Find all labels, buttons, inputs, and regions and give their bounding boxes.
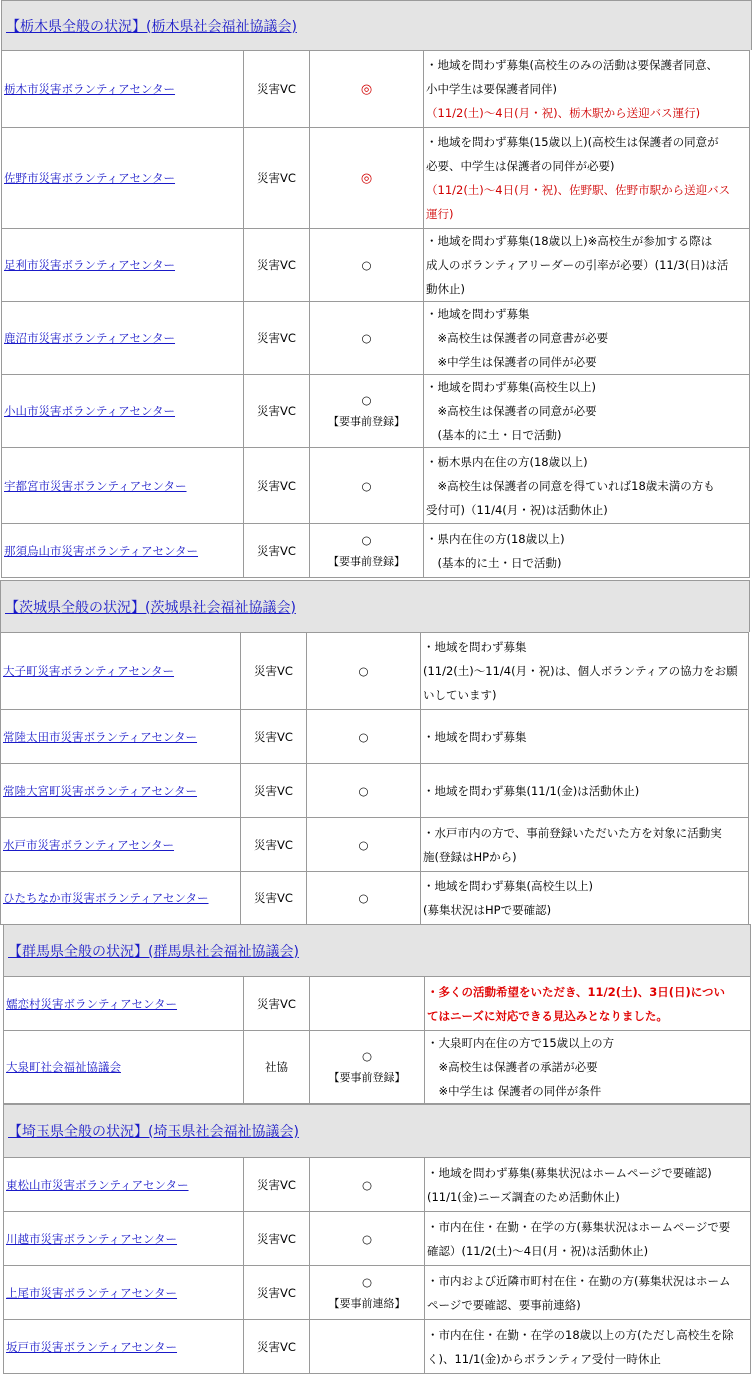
note-cell: ・地域を問わず募集(高校生以上) (募集状況はHPで要確認) <box>421 872 749 925</box>
contact-required: 【要事前連絡】 <box>328 1296 406 1310</box>
double-circle-mark: ◎ <box>360 170 373 186</box>
type-cell: 災害VC <box>244 302 310 375</box>
status-cell <box>310 51 424 128</box>
center-link[interactable]: 大泉町社会福祉協議会 <box>6 1060 121 1074</box>
center-link[interactable]: 那須烏山市災害ボランティアセンター <box>4 543 199 558</box>
center-link[interactable]: 嬬恋村災害ボランティアセンター <box>6 996 178 1011</box>
note-cell: ・地域を問わず募集(15歳以上)(高校生は保護者の同意が 必要、中学生は保護者の同伴が必要) （11/2(土)～4日(月・祝)、佐野駅、佐野市駅から送迎バス 運行) <box>424 128 750 229</box>
table-row <box>2 375 750 448</box>
type-cell: 災害VC <box>244 448 310 524</box>
note-cell: ・市内在住・在勤・在学の方(募集状況はホームページで要 確認）(11/2(土)～4日(月・祝)は活動休止) <box>425 1212 751 1266</box>
note-cell: ・多くの活動希望をいただき、11/2(土)、3日(日)につい てはニーズに対応できる見込みとなりました。 <box>425 977 751 1031</box>
status-cell: ○ <box>310 1212 425 1266</box>
type-cell: 災害VC <box>244 524 310 578</box>
status-cell: ○ 【要事前登録】 <box>310 524 424 578</box>
section-title[interactable]: 【栃木県全般の状況】(栃木県社会福祉協議会) <box>1 0 752 50</box>
note-cell: ・地域を問わず募集(18歳以上)※高校生が参加する際は 成人のボランティアリーダーの引率が必要）(11/3(日)は活 動休止) <box>424 229 750 302</box>
section-title[interactable]: 【群馬県全般の状況】(群馬県社会福祉協議会) <box>3 924 751 976</box>
status-cell: ○ <box>307 764 421 818</box>
status-cell: ○ <box>310 1158 425 1212</box>
type-cell: 災害VC <box>244 51 310 128</box>
status-cell <box>310 128 424 229</box>
type-cell: 災害VC <box>241 633 307 710</box>
status-cell: ○ <box>310 448 424 524</box>
type-cell: 災害VC <box>244 1266 310 1320</box>
type-cell: 社協 <box>244 1031 310 1104</box>
table-row <box>1 818 749 872</box>
note-cell: ・地域を問わず募集 (11/2(土)～11/4(月・祝)は、個人ボランティアの協力をお願 いしています) <box>421 633 749 710</box>
status-cell: ○ <box>307 633 421 710</box>
table-row <box>4 977 751 1031</box>
status-cell: ○ <box>307 818 421 872</box>
center-link[interactable]: 水戸市災害ボランティアセンター <box>3 837 175 852</box>
table-row <box>1 710 749 764</box>
center-link[interactable]: 川越市災害ボランティアセンター <box>6 1231 178 1246</box>
note-cell: ・地域を問わず募集 <box>421 710 749 764</box>
registration-required: 【要事前登録】 <box>328 1071 406 1084</box>
type-cell: 災害VC <box>244 1158 310 1212</box>
table-row <box>2 51 750 128</box>
status-cell: ○ <box>310 229 424 302</box>
section-gunma <box>3 924 751 1104</box>
note-cell: ・地域を問わず募集(高校生以上) ※高校生は保護者の同意が必要 (基本的に土・日で活動) <box>424 375 750 448</box>
note-cell: ・大泉町内在住の方で15歳以上の方 ※高校生は保護者の承諾が必要 ※中学生は 保護者の同伴が条件 <box>425 1031 751 1104</box>
status-cell: ○ <box>307 872 421 925</box>
note-cell: ・栃木県内在住の方(18歳以上) ※高校生は保護者の同意を得ていれば18歳未満の方も 受付可)（11/4(月・祝)は活動休止) <box>424 448 750 524</box>
status-cell: ○ 【要事前登録】 <box>310 375 424 448</box>
status-cell: ○ 【要事前連絡】 <box>310 1266 425 1320</box>
table-row <box>1 764 749 818</box>
center-link[interactable]: 上尾市災害ボランティアセンター <box>6 1285 178 1300</box>
center-link[interactable]: 常陸太田市災害ボランティアセンター <box>3 729 198 744</box>
table-row <box>4 1031 751 1104</box>
table-row <box>4 1320 751 1374</box>
section-title[interactable]: 【茨城県全般の状況】(茨城県社会福祉協議会) <box>0 580 750 632</box>
center-link[interactable]: 鹿沼市災害ボランティアセンター <box>4 331 176 345</box>
table-row <box>1 633 749 710</box>
center-link[interactable]: 坂戸市災害ボランティアセンター <box>6 1339 178 1354</box>
table-row <box>2 302 750 375</box>
center-link[interactable]: 栃木市災害ボランティアセンター <box>4 82 176 96</box>
table-row <box>4 1158 751 1212</box>
note-cell: ・市内在住・在勤・在学の18歳以上の方(ただし高校生を除 く)、11/1(金)からボランティア受付一時休止 <box>425 1320 751 1374</box>
center-link[interactable]: 小山市災害ボランティアセンター <box>4 404 176 418</box>
table-row <box>2 229 750 302</box>
center-link[interactable]: 常陸大宮町災害ボランティアセンター <box>3 783 198 798</box>
table-row <box>2 128 750 229</box>
section-title[interactable]: 【埼玉県全般の状況】(埼玉県社会福祉協議会) <box>3 1104 751 1157</box>
type-cell: 災害VC <box>244 977 310 1031</box>
section-ibaraki <box>0 580 750 925</box>
table-row <box>4 1212 751 1266</box>
note-cell: ・地域を問わず募集(募集状況はホームページで要確認) (11/1(金)ニーズ調査のため活動休止) <box>425 1158 751 1212</box>
note-cell: ・水戸市内の方で、事前登録いただいた方を対象に活動実 施(登録はHPから) <box>421 818 749 872</box>
center-link[interactable]: 大子町災害ボランティアセンター <box>3 664 175 678</box>
center-link[interactable]: 佐野市災害ボランティアセンター <box>4 171 176 185</box>
status-cell <box>310 1320 425 1374</box>
type-cell: 災害VC <box>241 764 307 818</box>
table-row <box>4 1266 751 1320</box>
center-link[interactable]: ひたちなか市災害ボランティアセンター <box>3 891 209 905</box>
center-link[interactable]: 東松山市災害ボランティアセンター <box>6 1177 189 1192</box>
type-cell: 災害VC <box>241 872 307 925</box>
note-cell: ・市内および近隣市町村在住・在勤の方(募集状況はホーム ページで要確認、要事前連絡) <box>425 1266 751 1320</box>
section-saitama <box>3 1104 751 1374</box>
type-cell: 災害VC <box>244 128 310 229</box>
double-circle-mark: ◎ <box>360 81 373 97</box>
status-cell: ○ 【要事前登録】 <box>310 1031 425 1104</box>
type-cell: 災害VC <box>241 818 307 872</box>
type-cell: 災害VC <box>244 229 310 302</box>
note-cell: ・地域を問わず募集 ※高校生は保護者の同意書が必要 ※中学生は保護者の同伴が必要 <box>424 302 750 375</box>
type-cell: 災害VC <box>244 1320 310 1374</box>
note-cell: ・県内在住の方(18歳以上) (基本的に土・日で活動) <box>424 524 750 578</box>
status-cell <box>310 977 425 1031</box>
registration-required: 【要事前登録】 <box>328 415 405 428</box>
center-link[interactable]: 宇都宮市災害ボランティアセンター <box>4 478 187 493</box>
note-cell: ・地域を問わず募集(高校生のみの活動は要保護者同意、 小中学生は要保護者同伴) （11/2(土)～4日(月・祝)、栃木駅から送迎バス運行) <box>424 51 750 128</box>
table-row <box>2 524 750 578</box>
type-cell: 災害VC <box>241 710 307 764</box>
section-tochigi <box>1 0 752 578</box>
table-row <box>1 872 749 925</box>
type-cell: 災害VC <box>244 1212 310 1266</box>
status-cell: ○ <box>310 302 424 375</box>
table-row <box>2 448 750 524</box>
note-cell: ・地域を問わず募集(11/1(金)は活動休止) <box>421 764 749 818</box>
center-link[interactable]: 足利市災害ボランティアセンター <box>4 258 176 272</box>
registration-required: 【要事前登録】 <box>328 554 405 568</box>
type-cell: 災害VC <box>244 375 310 448</box>
status-cell: ○ <box>307 710 421 764</box>
